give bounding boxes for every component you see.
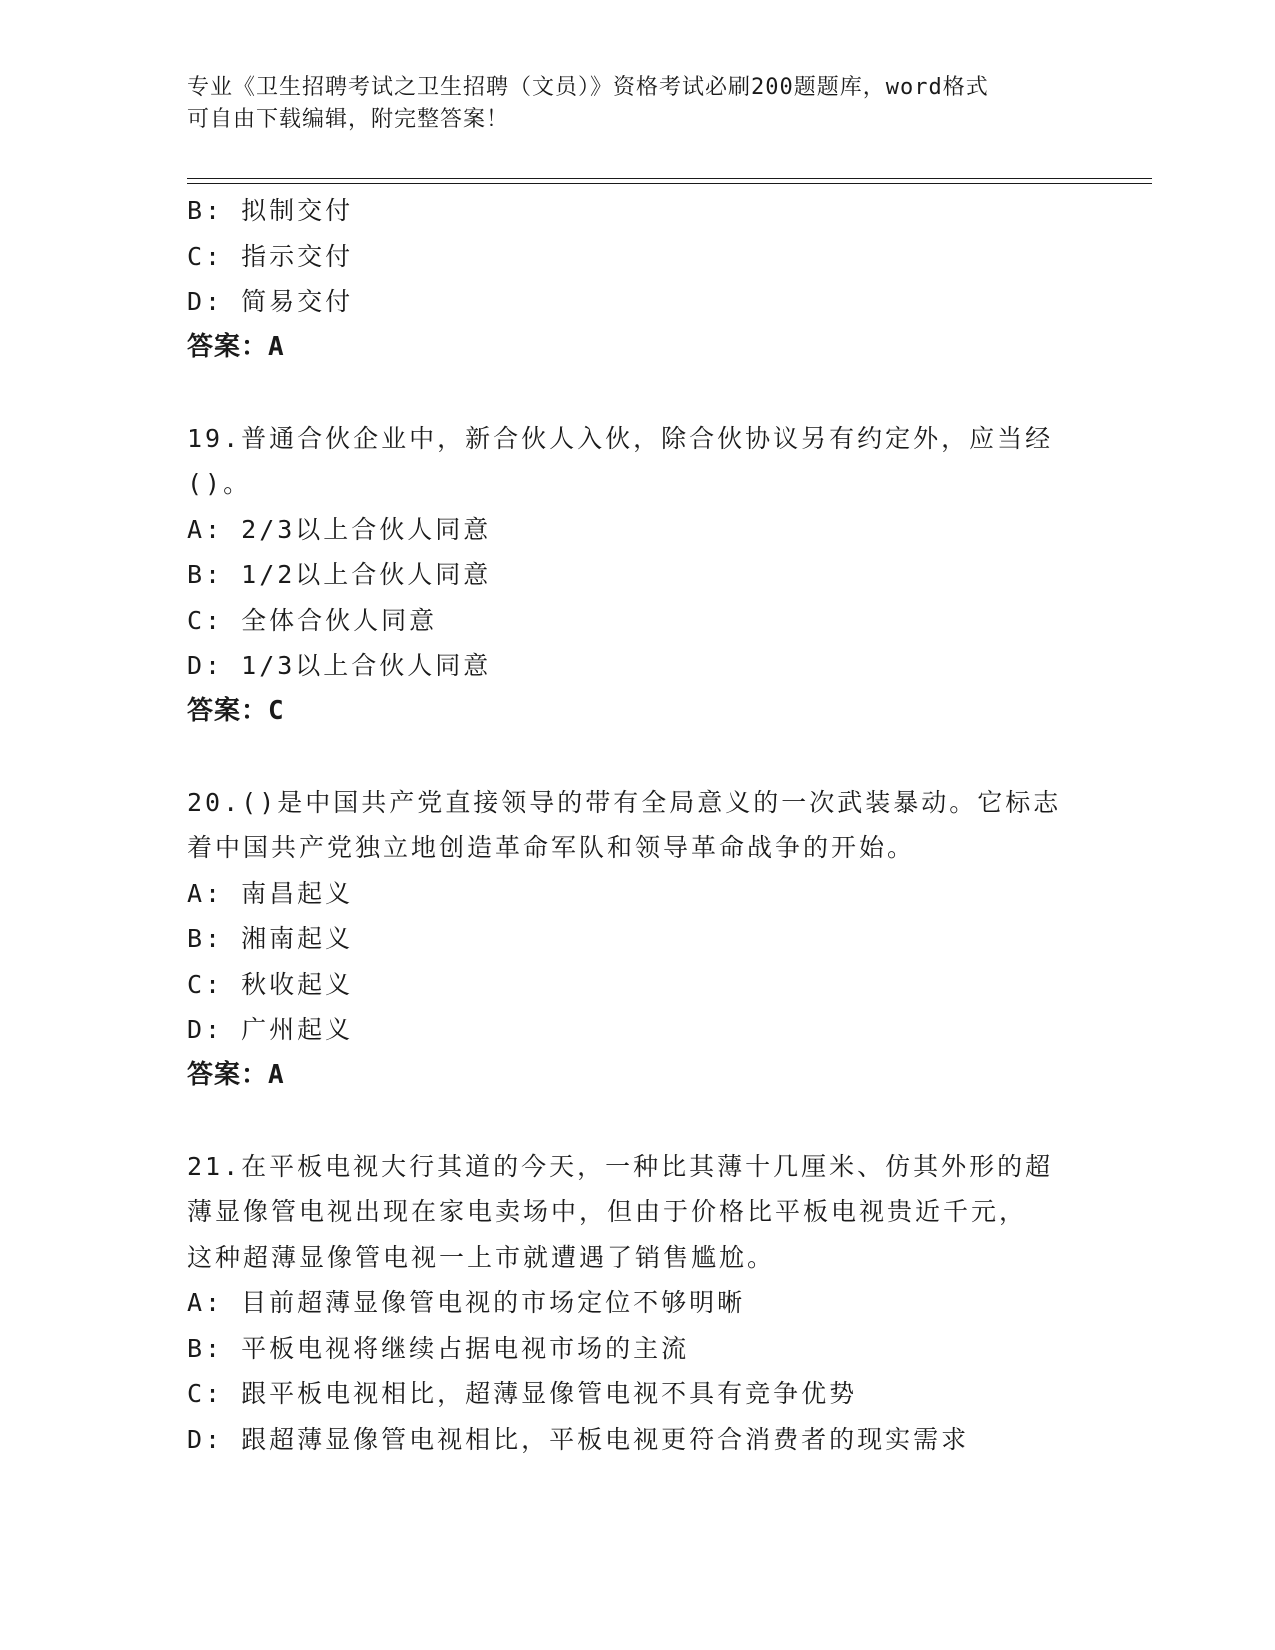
- option-d: D: 简易交付: [187, 287, 354, 316]
- option-c: C: 跟平板电视相比，超薄显像管电视不具有竞争优势: [187, 1379, 858, 1408]
- question-stem-line: 19.普通合伙企业中，新合伙人入伙，除合伙协议另有约定外，应当经: [187, 423, 1054, 453]
- spacer: [187, 734, 1087, 780]
- spacer: [187, 370, 1087, 416]
- question-21: [187, 1144, 1087, 1463]
- option-c: C: 全体合伙人同意: [187, 605, 438, 635]
- option-b: B: 平板电视将继续占据电视市场的主流: [187, 1333, 690, 1363]
- option-d: D: 广州起义: [187, 1015, 354, 1044]
- answer-line: 答案：A: [187, 331, 285, 362]
- question-stem-line: 着中国共产党独立地创造革命军队和领导革命战争的开始。: [187, 833, 916, 862]
- question-19: [187, 416, 1087, 735]
- question-stem-line: 21.在平板电视大行其道的今天，一种比其薄十几厘米、仿其外形的超: [187, 1151, 1054, 1181]
- header-rule-top: [187, 178, 1152, 179]
- option-a: A: 2/3以上合伙人同意: [187, 514, 492, 544]
- option-a: A: 目前超薄显像管电视的市场定位不够明晰: [187, 1288, 746, 1317]
- question-stem-line: 20.()是中国共产党直接领导的带有全局意义的一次武装暴动。它标志: [187, 787, 1062, 817]
- option-a: A: 南昌起义: [187, 878, 354, 908]
- option-d: D: 跟超薄显像管电视相比，平板电视更符合消费者的现实需求: [187, 1424, 970, 1454]
- option-b: B: 湘南起义: [187, 924, 354, 953]
- header-line-2: 可自由下载编辑，附完整答案！: [187, 107, 510, 132]
- question-20: [187, 780, 1087, 1099]
- option-b: B: 拟制交付: [187, 196, 354, 225]
- option-b: B: 1/2以上合伙人同意: [187, 560, 492, 589]
- answer-line: 答案：A: [187, 1059, 285, 1090]
- header-rule-bottom: [187, 183, 1152, 184]
- question-stem-line: 这种超薄显像管电视一上市就遭遇了销售尴尬。: [187, 1242, 776, 1272]
- option-c: C: 指示交付: [187, 241, 354, 271]
- option-d: D: 1/3以上合伙人同意: [187, 651, 492, 680]
- option-c: C: 秋收起义: [187, 969, 354, 999]
- document-header: [187, 72, 1067, 136]
- question-stem-line: 薄显像管电视出现在家电卖场中，但由于价格比平板电视贵近千元，: [187, 1197, 1028, 1226]
- header-line-1: 专业《卫生招聘考试之卫生招聘（文员）》资格考试必刷200题题库，word格式: [187, 75, 989, 100]
- question-list: [187, 188, 1087, 1462]
- answer-line: 答案：C: [187, 695, 285, 726]
- question-stem-line: ()。: [187, 469, 252, 498]
- question-18-tail: [187, 188, 1087, 370]
- spacer: [187, 1098, 1087, 1144]
